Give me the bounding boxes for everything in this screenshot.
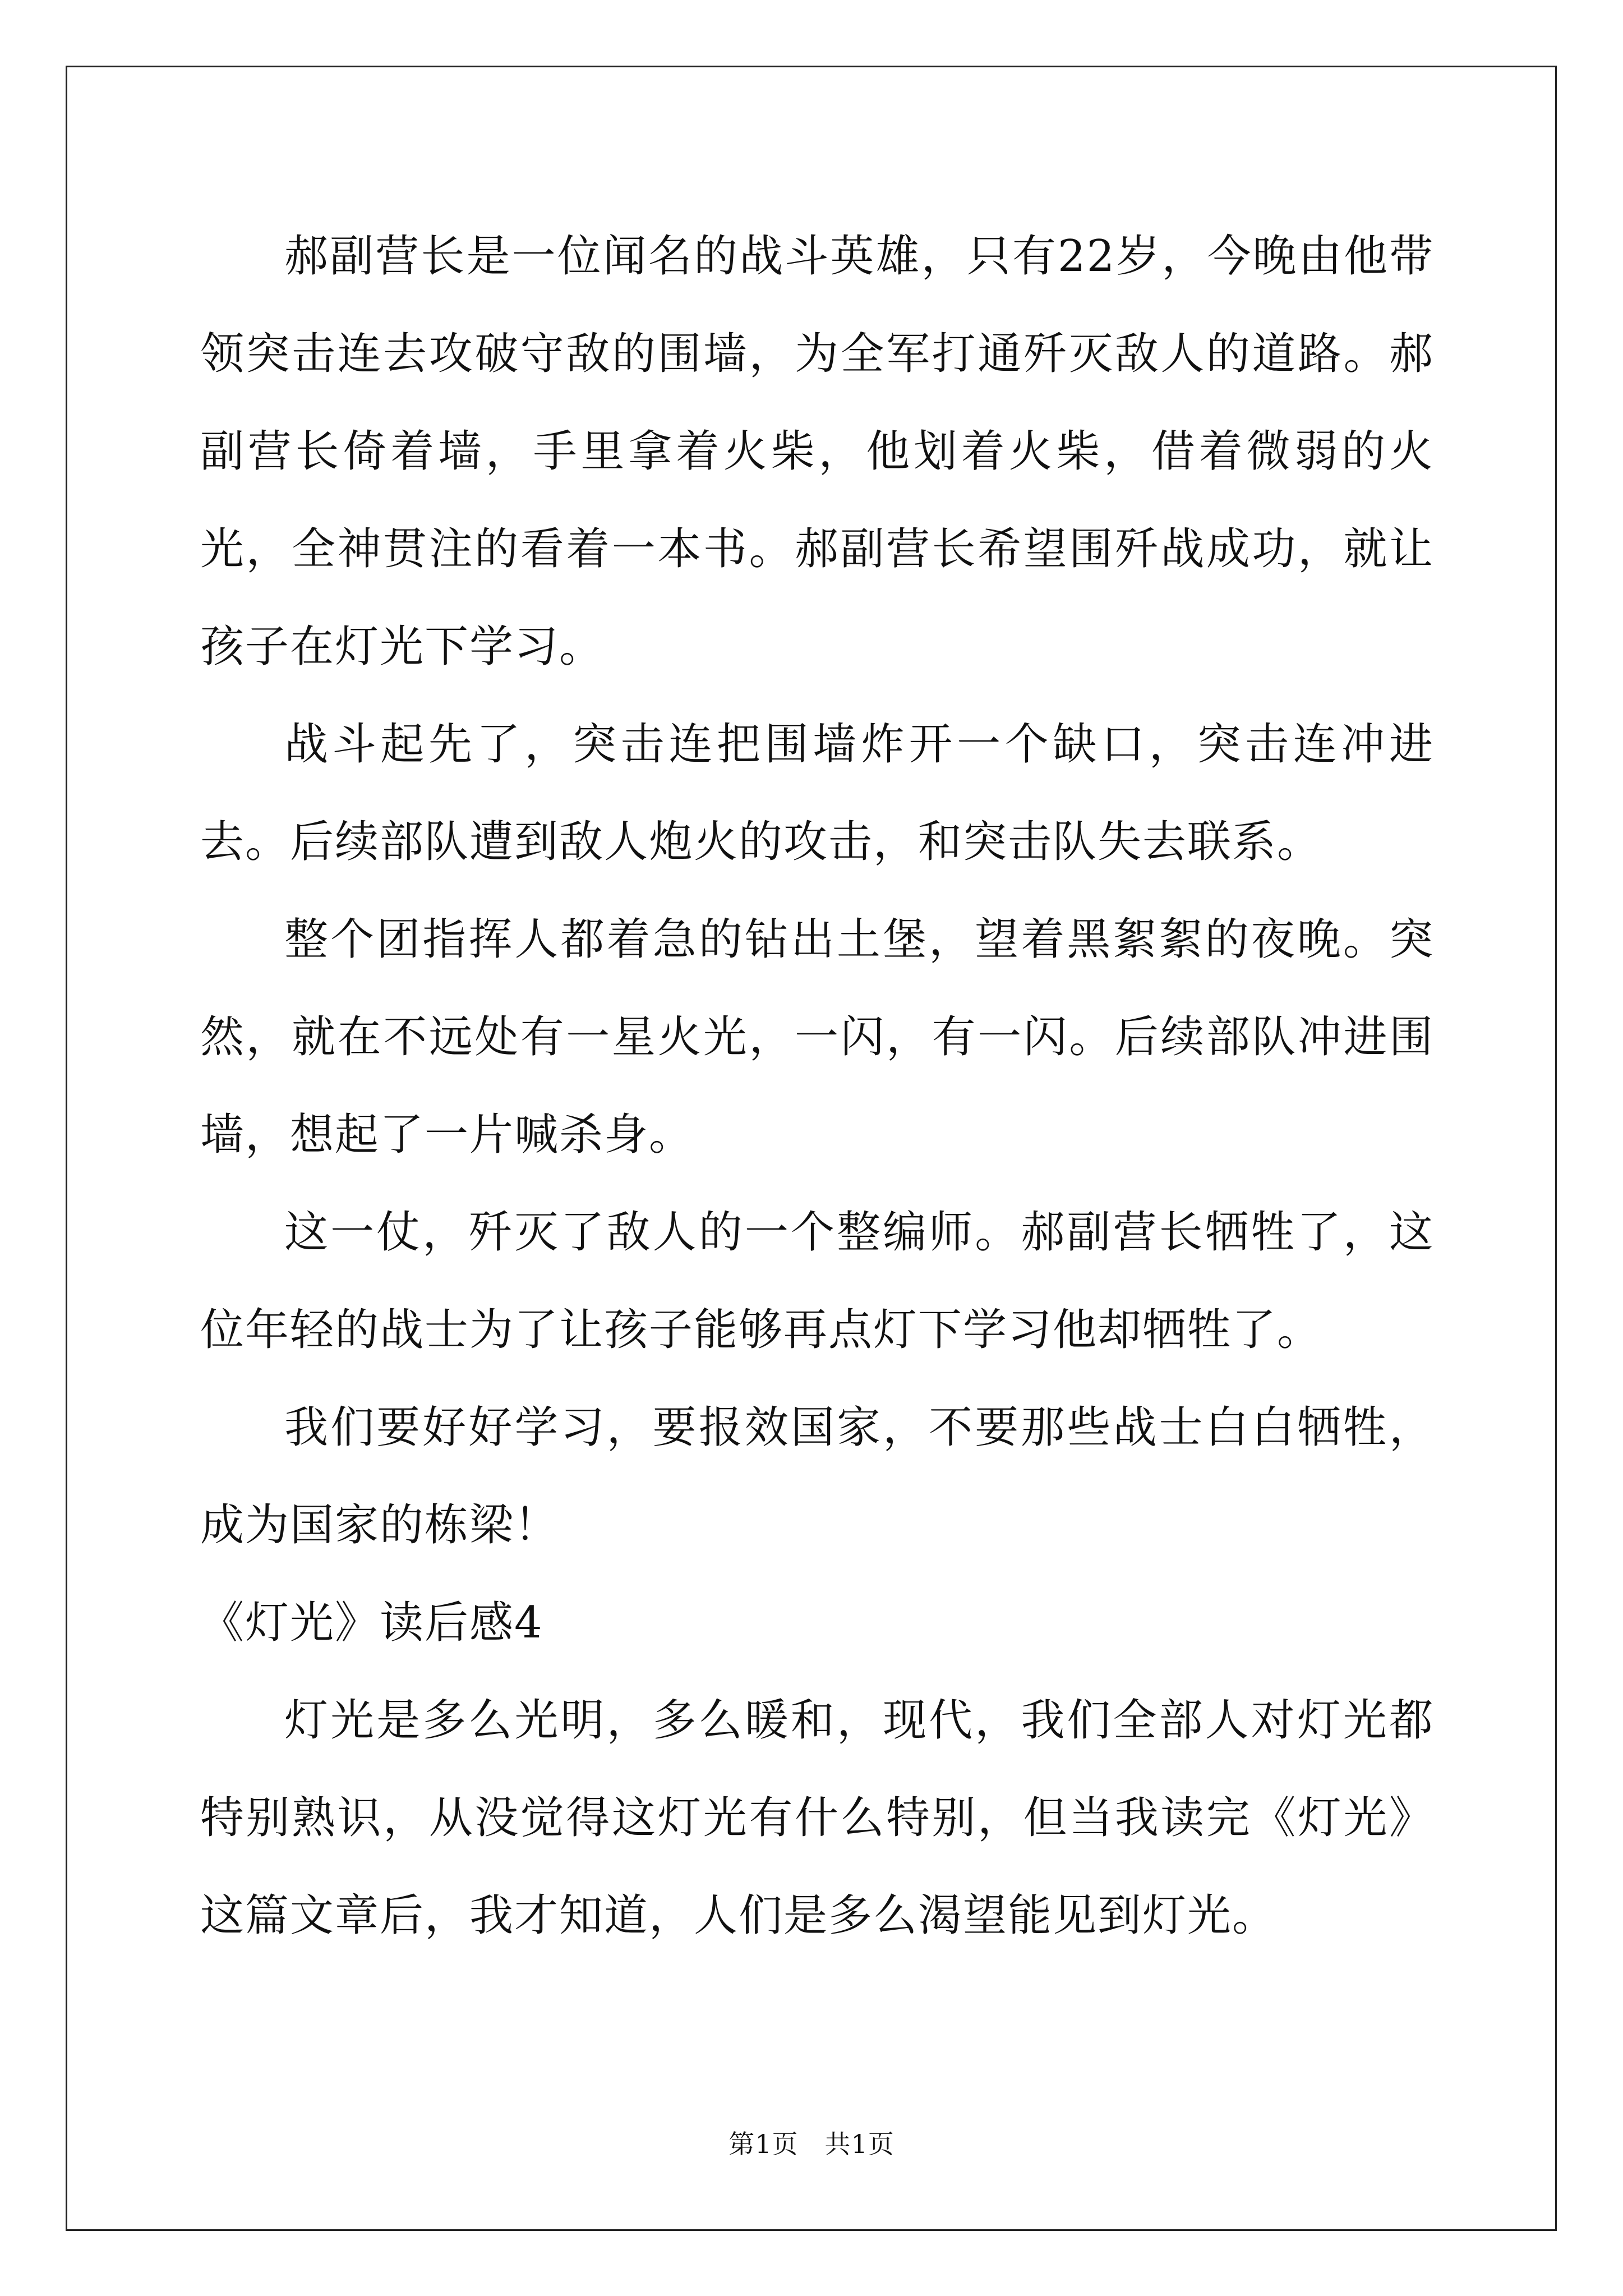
body-paragraph: 灯光是多么光明，多么暖和，现代，我们全部人对灯光都特别熟识，从没觉得这灯光有什么特别，但当我读完《灯光》这篇文章后，我才知道，人们是多么渴望能见到灯光。 xyxy=(200,1695,1434,1941)
document-body xyxy=(200,208,1434,1964)
page-footer: 第1页 共1页 xyxy=(728,2129,895,2159)
body-paragraph: 这一仗，歼灭了敌人的一个整编师。郝副营长牺牲了，这位年轻的战士为了让孩子能够再点灯下学习他却牺牲了。 xyxy=(200,1207,1434,1355)
section-heading: 《灯光》读后感4 xyxy=(200,1598,543,1648)
body-paragraph: 我们要好好学习，要报效国家，不要那些战士白白牺牲，成为国家的栋梁！ xyxy=(200,1402,1434,1550)
body-paragraph: 整个团指挥人都着急的钻出土堡，望着黑絮絮的夜晚。突然，就在不远处有一星火光，一闪，有一闪。后续部队冲进围墙，想起了一片喊杀身。 xyxy=(200,914,1434,1160)
body-paragraph: 郝副营长是一位闻名的战斗英雄，只有22岁，今晚由他带领突击连去攻破守敌的围墙，为全军打通歼灭敌人的道路。郝副营长倚着墙，手里拿着火柴，他划着火柴，借着微弱的火光，全神贯注的看着一本书。郝副营长希望围歼战成功，就让孩子在灯光下学习。 xyxy=(200,231,1434,672)
body-paragraph: 战斗起先了，突击连把围墙炸开一个缺口，突击连冲进去。后续部队遭到敌人炮火的攻击，和突击队失去联系。 xyxy=(200,719,1434,867)
